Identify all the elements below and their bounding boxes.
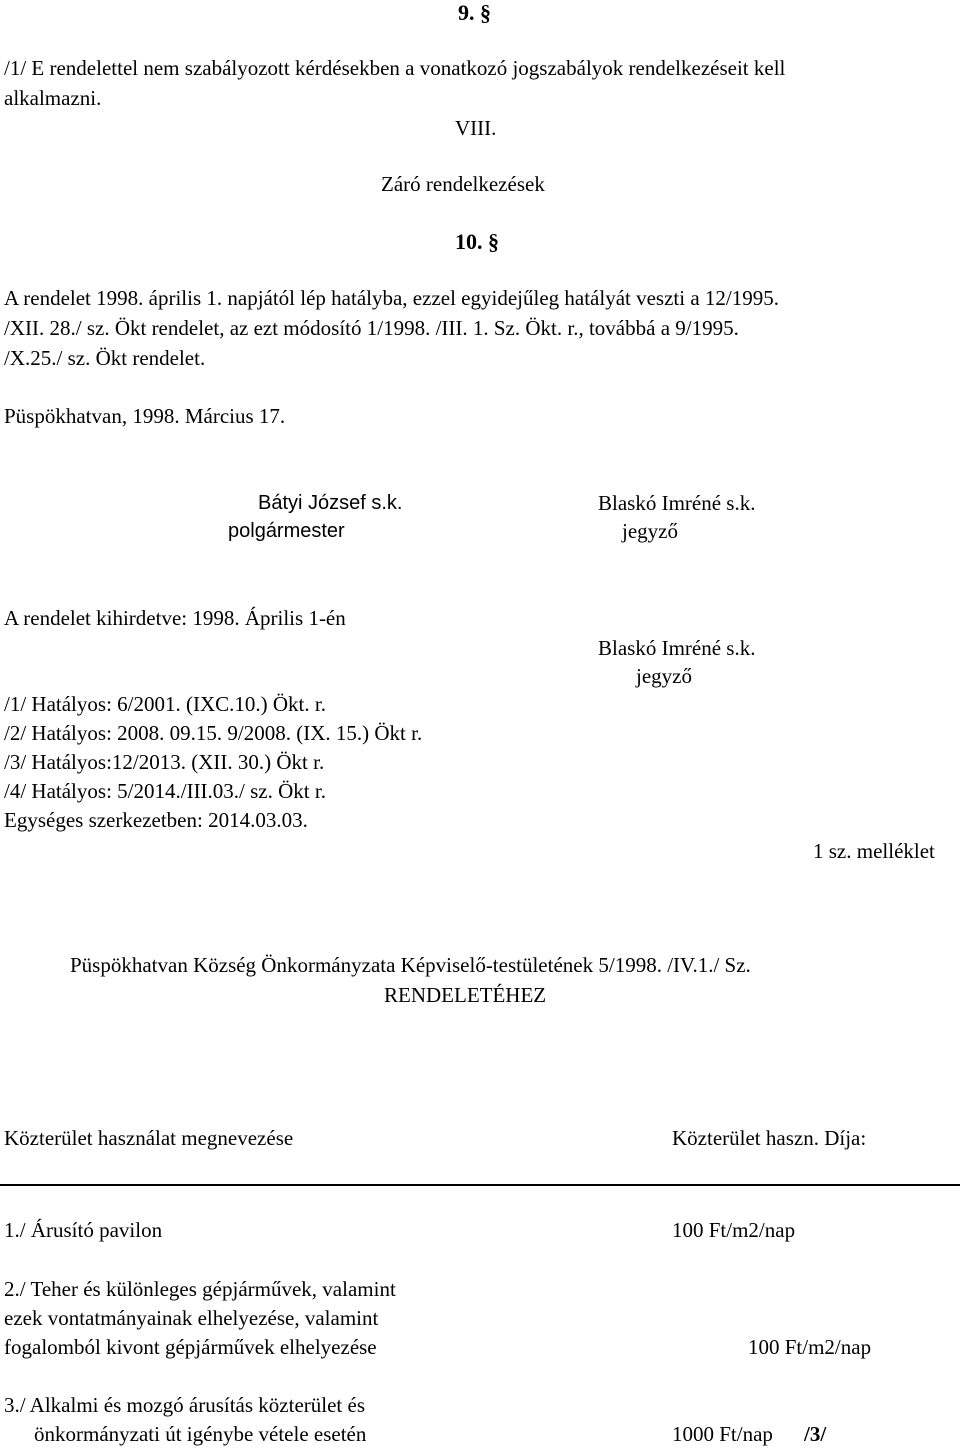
promulgation-notary-name: Blaskó Imréné s.k. xyxy=(598,636,756,660)
promulgation-notary-title: jegyző xyxy=(636,664,692,688)
fee-row-3-name-line-2: önkormányzati út igénybe vétele esetén xyxy=(34,1422,367,1446)
table-header-divider xyxy=(0,1184,960,1186)
table-header-fee: Közterület haszn. Díja: xyxy=(672,1126,867,1150)
mayor-name: Bátyi József s.k. xyxy=(258,492,403,514)
chapter-number: VIII. xyxy=(455,116,497,140)
place-date: Püspökhatvan, 1998. Március 17. xyxy=(4,404,286,428)
chapter-title: Záró rendelkezések xyxy=(381,172,545,196)
annex-title-line-1: Püspökhatvan Község Önkormányzata Képviselő-testületének 5/1998. /IV.1./ Sz. xyxy=(70,953,751,977)
amendment-3: /3/ Hatályos:12/2013. (XII. 30.) Ökt r. xyxy=(4,750,325,774)
annex-title-line-2: RENDELETÉHEZ xyxy=(384,983,547,1007)
amendment-2: /2/ Hatályos: 2008. 09.15. 9/2008. (IX. 15.) Ökt r. xyxy=(4,721,423,745)
fee-row-3-note: /3/ xyxy=(804,1422,827,1446)
amendment-4: /4/ Hatályos: 5/2014./III.03./ sz. Ökt r. xyxy=(4,779,326,803)
notary-title: jegyző xyxy=(622,519,678,543)
fee-row-2-fee: 100 Ft/m2/nap xyxy=(748,1335,872,1359)
fee-row-3-fee: 1000 Ft/nap xyxy=(672,1422,773,1446)
section-9-text-line-1: /1/ E rendelettel nem szabályozott kérdésekben a vonatkozó jogszabályok rendelkezéseit kell xyxy=(4,56,786,80)
fee-row-1-fee: 100 Ft/m2/nap xyxy=(672,1218,796,1242)
amendment-1: /1/ Hatályos: 6/2001. (IXC.10.) Ökt. r. xyxy=(4,692,326,716)
fee-row-2-name-line-1: 2./ Teher és különleges gépjárművek, valamint xyxy=(4,1277,396,1301)
annex-label: 1 sz. melléklet xyxy=(813,839,935,863)
fee-row-2-name-line-3: fogalomból kivont gépjárművek elhelyezése xyxy=(4,1335,377,1359)
table-header-name: Közterület használat megnevezése xyxy=(4,1126,294,1150)
fee-row-3-name-line-1: 3./ Alkalmi és mozgó árusítás közterület és xyxy=(4,1393,365,1417)
section-10-text-line-3: /X.25./ sz. Ökt rendelet. xyxy=(4,346,206,370)
mayor-title: polgármester xyxy=(228,520,345,542)
notary-name: Blaskó Imréné s.k. xyxy=(598,491,756,515)
consolidated-version: Egységes szerkezetben: 2014.03.03. xyxy=(4,808,308,832)
promulgation-text: A rendelet kihirdetve: 1998. Április 1-én xyxy=(4,606,346,630)
section-10-text-line-2: /XII. 28./ sz. Ökt rendelet, az ezt módosító 1/1998. /III. 1. Sz. Ökt. r., továbbá a 9/1995. xyxy=(4,316,739,340)
fee-row-1-name: 1./ Árusító pavilon xyxy=(4,1218,163,1242)
section-10-heading: 10. § xyxy=(455,229,499,254)
section-9-heading: 9. § xyxy=(458,0,491,25)
section-10-text-line-1: A rendelet 1998. április 1. napjától lép hatályba, ezzel egyidejűleg hatályát veszti a 12/1995. xyxy=(4,286,779,310)
section-9-text-line-2: alkalmazni. xyxy=(4,86,102,110)
fee-row-2-name-line-2: ezek vontatmányainak elhelyezése, valamint xyxy=(4,1306,379,1330)
